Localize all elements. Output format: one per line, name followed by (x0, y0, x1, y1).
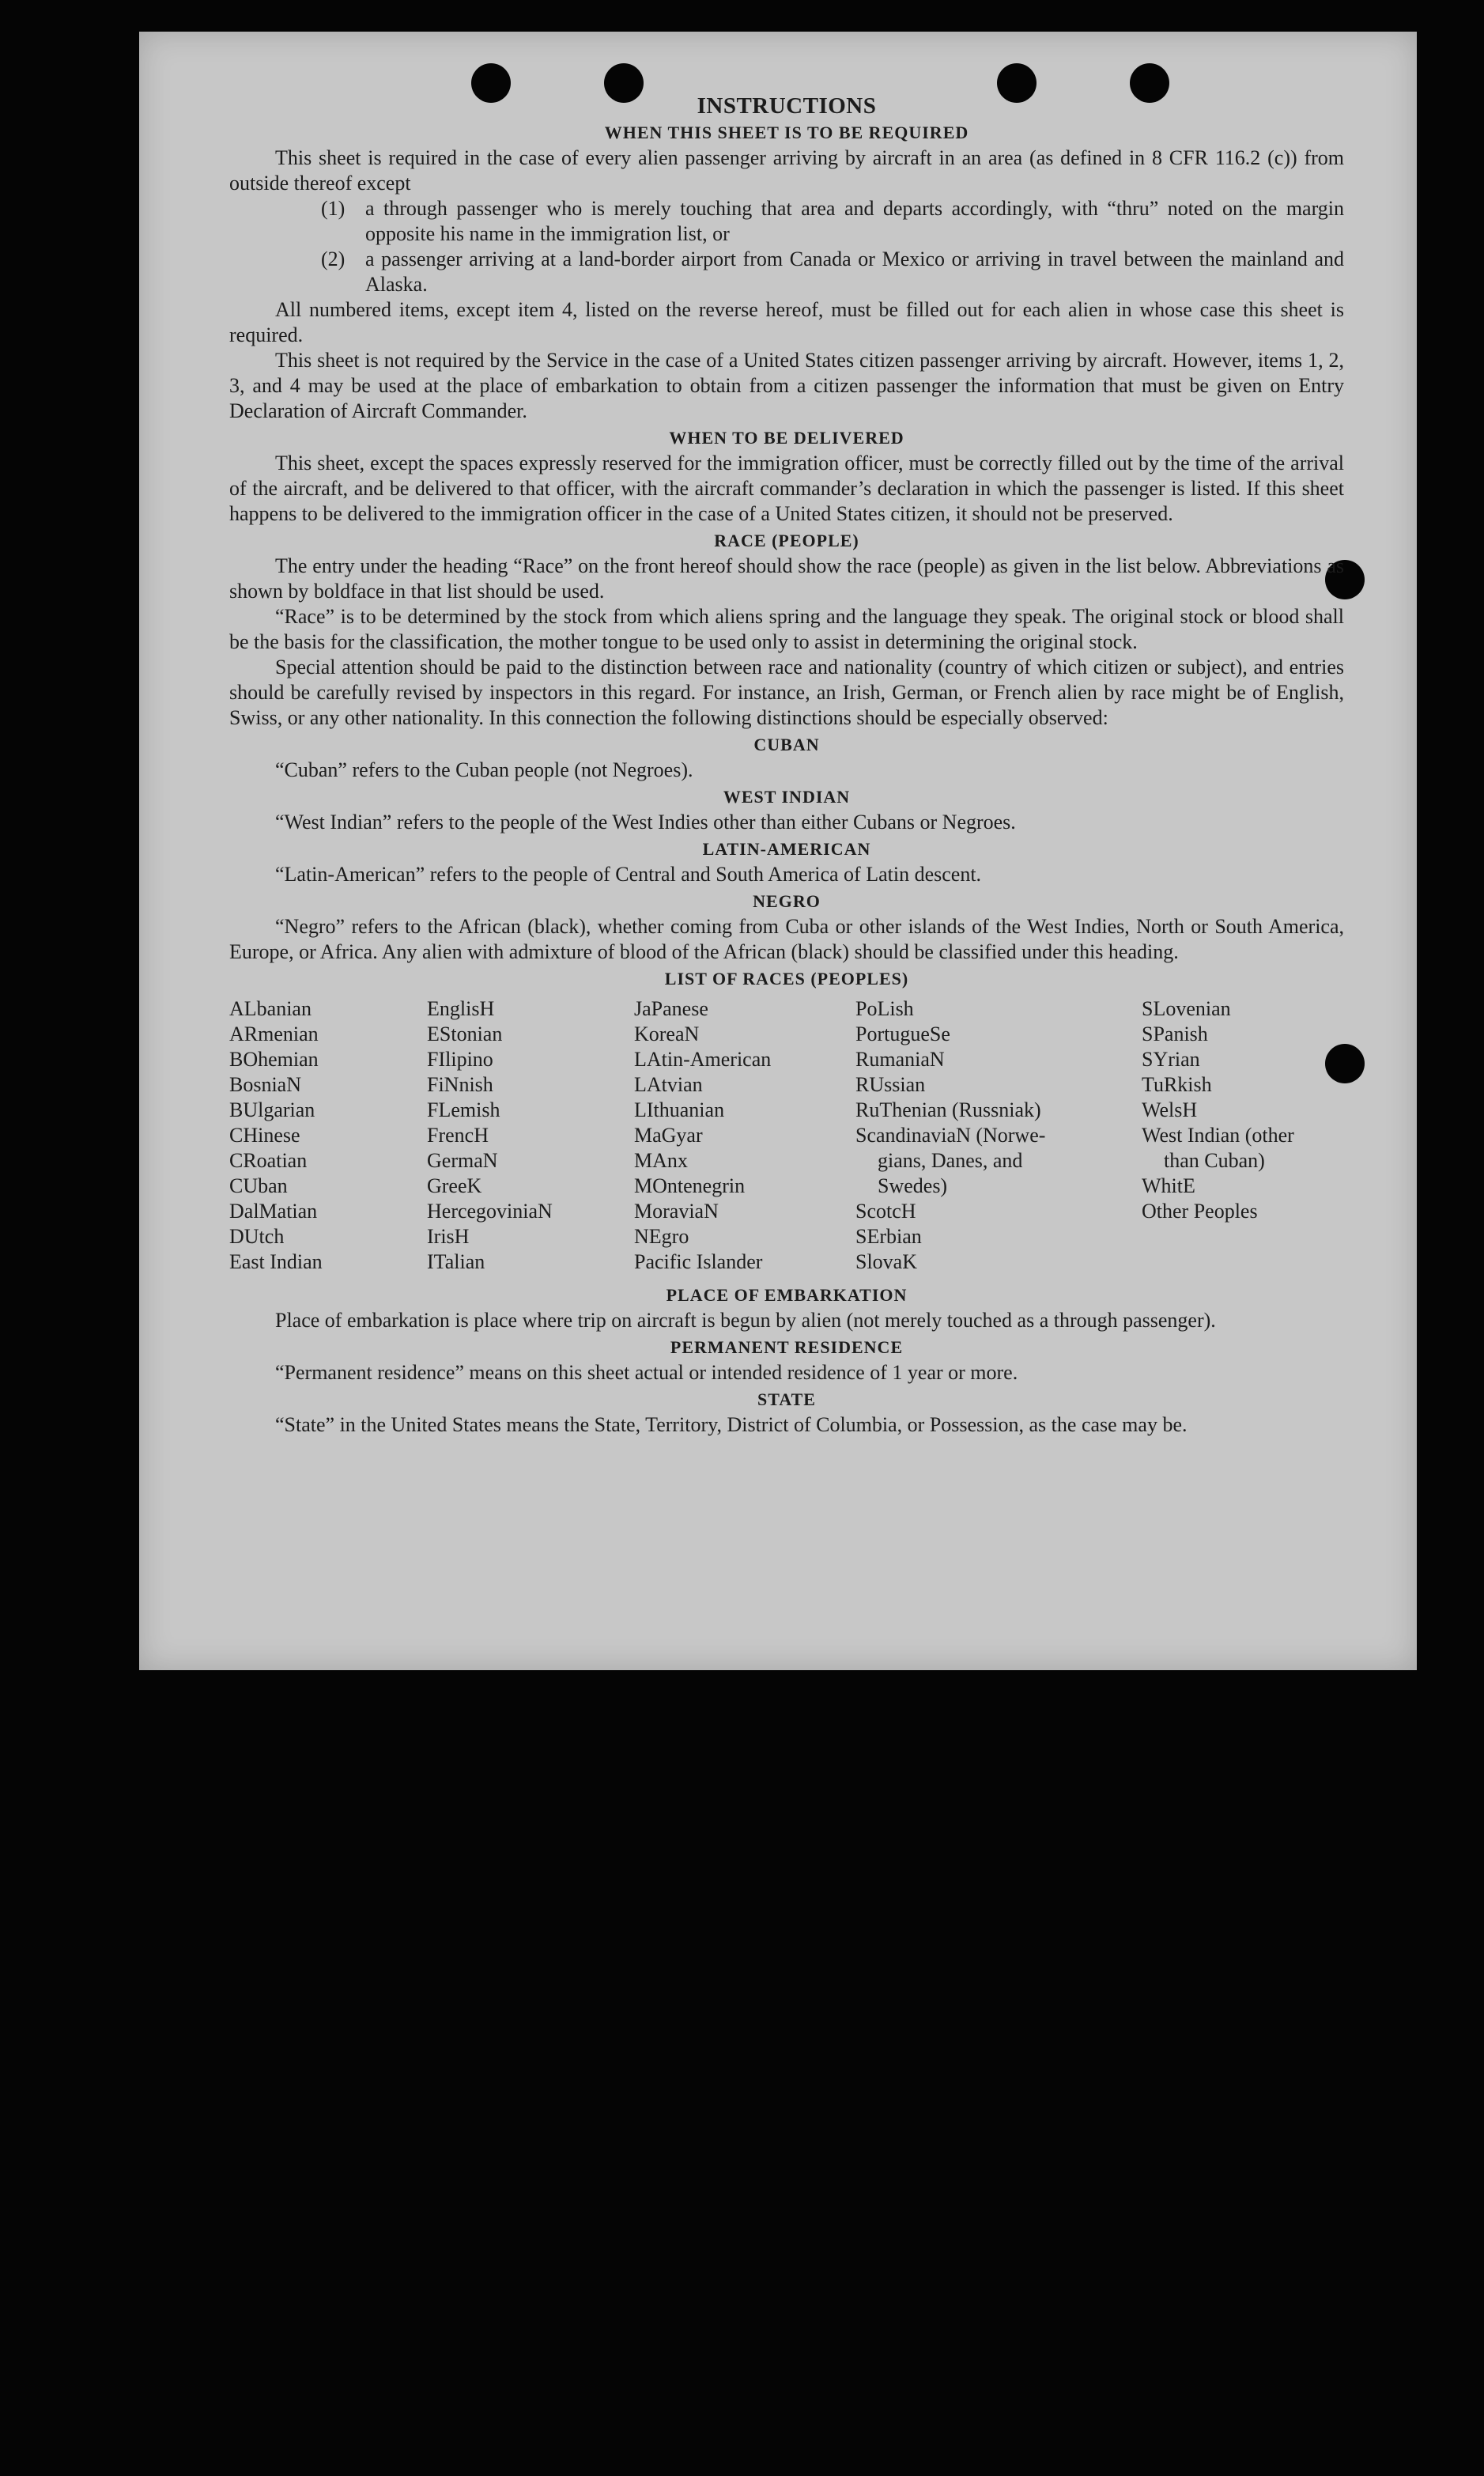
item-text: a through passenger who is merely touching that area and departs accordingly, with “thru” noted on the margin opposite his name in the immigration list, or (365, 197, 1344, 245)
race-entry: Swedes) (878, 1174, 948, 1197)
race-entry: KoreaN (634, 1023, 700, 1045)
section-heading-residence: PERMANENT RESIDENCE (670, 1337, 904, 1357)
race-entry: MOntenegrin (634, 1174, 746, 1197)
race-entry: FLemish (427, 1098, 500, 1121)
race-entry: SYrian (1142, 1048, 1200, 1071)
race-entry: ScotcH (855, 1200, 916, 1223)
race-entry: EnglisH (427, 997, 495, 1020)
race-entry: SPanish (1142, 1023, 1208, 1045)
race-entry: SErbian (855, 1225, 922, 1248)
race-entry: ScandinaviaN (Norwe- (855, 1124, 1046, 1147)
races-column (634, 996, 855, 1275)
section-heading-cuban: CUBAN (753, 735, 820, 754)
race-entry: RuThenian (Russniak) (855, 1098, 1041, 1121)
paragraph: “Negro” refers to the African (black), whether coming from Cuba or other islands of the West Indies, North or South America, Europe, or Africa. Any alien with admixture of blood of the African (black) should be classified under this heading. (229, 915, 1344, 963)
race-entry: EStonian (427, 1023, 503, 1045)
race-entry: IrisH (427, 1225, 470, 1248)
race-entry: RUssian (855, 1073, 926, 1096)
paragraph: This sheet is required in the case of every alien passenger arriving by aircraft in an area (as defined in 8 CFR 116.2 (c)) from outside thereof except (229, 146, 1344, 195)
paragraph: Place of embarkation is place where trip on aircraft is begun by alien (not merely touched as a through passenger). (275, 1309, 1216, 1332)
race-entry: gians, Danes, and (878, 1149, 1023, 1172)
section-heading-race: RACE (PEOPLE) (714, 531, 859, 550)
paragraph: “Permanent residence” means on this sheet actual or intended residence of 1 year or more. (275, 1361, 1018, 1384)
instructions-text (229, 93, 1344, 1438)
race-entry: HercegoviniaN (427, 1200, 553, 1223)
race-entry: FIlipino (427, 1048, 493, 1071)
race-entry: BUlgarian (229, 1098, 315, 1121)
paragraph: This sheet, except the spaces expressly reserved for the immigration officer, must be correctly filled out by the time of the arrival of the aircraft, and be delivered to that officer, with the aircraft commander’s declaration in which the passenger is listed. If this sheet happens to be delivered to the immigration officer in the case of a United States citizen, it should not be preserved. (229, 452, 1344, 525)
race-entry: PoLish (855, 997, 914, 1020)
section-heading-west-indian: WEST INDIAN (723, 787, 851, 807)
paragraph: The entry under the heading “Race” on the front hereof should show the race (people) as given in the list below. Abbreviations as shown by boldface in that list should be used. (229, 554, 1344, 603)
races-column (855, 996, 1142, 1275)
race-entry: BOhemian (229, 1048, 319, 1071)
race-entry: ITalian (427, 1250, 485, 1273)
race-entry: SlovaK (855, 1250, 917, 1273)
section-heading-when-required: WHEN THIS SHEET IS TO BE REQUIRED (604, 123, 969, 142)
page-title: INSTRUCTIONS (697, 93, 877, 119)
race-entry: ALbanian (229, 997, 312, 1020)
paragraph: All numbered items, except item 4, listed on the reverse hereof, must be filled out for each alien in whose case this sheet is required. (229, 298, 1344, 346)
section-heading-embarkation: PLACE OF EMBARKATION (666, 1285, 908, 1305)
race-entry: WelsH (1142, 1098, 1198, 1121)
paragraph: “Latin-American” refers to the people of Central and South America of Latin descent. (275, 863, 982, 886)
race-entry: Other Peoples (1142, 1200, 1258, 1223)
race-entry: TuRkish (1142, 1073, 1212, 1096)
item-number: (2) (321, 248, 346, 270)
paragraph: “Race” is to be determined by the stock from which aliens spring and the language they speak. The original stock or blood shall be the basis for the classification, the mother tongue to be used only to assist in determining the original stock. (229, 605, 1344, 653)
paragraph: “West Indian” refers to the people of the West Indies other than either Cubans or Negroes. (275, 811, 1016, 834)
race-entry: LAtin-American (634, 1048, 772, 1071)
race-entry: LAtvian (634, 1073, 703, 1096)
item-text: a passenger arriving at a land-border airport from Canada or Mexico or arriving in travel between the mainland and Alaska. (365, 248, 1344, 296)
section-heading-when-delivered: WHEN TO BE DELIVERED (669, 428, 904, 448)
race-entry: West Indian (other (1142, 1124, 1294, 1147)
race-entry: FrencH (427, 1124, 489, 1147)
paragraph: Special attention should be paid to the distinction between race and nationality (country of which citizen or subject), and entries should be carefully revised by inspectors in this regard. For instance, an Irish, German, or French alien by race might be of English, Swiss, or any other nationality. In this connection the following distinctions should be especially observed: (229, 656, 1344, 729)
race-entry: LIthuanian (634, 1098, 725, 1121)
race-entry: SLovenian (1142, 997, 1231, 1020)
race-entry: MoraviaN (634, 1200, 719, 1223)
race-entry: ARmenian (229, 1023, 319, 1045)
race-entry: FiNnish (427, 1073, 493, 1096)
race-entry: MAnx (634, 1149, 688, 1172)
race-entry: than Cuban) (1164, 1149, 1265, 1172)
document-sheet (139, 32, 1417, 1670)
race-entry: CRoatian (229, 1149, 308, 1172)
race-entry: Pacific Islander (634, 1250, 763, 1273)
race-entry: JaPanese (634, 997, 708, 1020)
race-entry: GermaN (427, 1149, 498, 1172)
race-entry: GreeK (427, 1174, 482, 1197)
section-heading-negro: NEGRO (753, 891, 821, 911)
race-entry: MaGyar (634, 1124, 703, 1147)
races-grid (229, 996, 1344, 1275)
section-heading-races-list: LIST OF RACES (PEOPLES) (664, 969, 909, 989)
race-entry: RumaniaN (855, 1048, 945, 1071)
races-column (229, 996, 427, 1275)
race-entry: East Indian (229, 1250, 323, 1273)
race-entry: CHinese (229, 1124, 300, 1147)
race-entry: BosniaN (229, 1073, 301, 1096)
list-item (229, 196, 1344, 247)
races-column (427, 996, 634, 1275)
paragraph: “Cuban” refers to the Cuban people (not Negroes). (275, 758, 693, 781)
race-entry: DUtch (229, 1225, 285, 1248)
paragraph: This sheet is not required by the Service in the case of a United States citizen passenger arriving by aircraft. However, items 1, 2, 3, and 4 may be used at the place of embarkation to obtain from a citizen passenger the information that must be given on Entry Declaration of Aircraft Commander. (229, 349, 1344, 422)
race-entry: WhitE (1142, 1174, 1195, 1197)
section-heading-state: STATE (757, 1389, 816, 1409)
race-entry: CUban (229, 1174, 288, 1197)
section-heading-latin-american: LATIN-AMERICAN (702, 839, 871, 859)
race-entry: DalMatian (229, 1200, 318, 1223)
races-column (1142, 996, 1344, 1275)
list-item (229, 247, 1344, 297)
item-number: (1) (321, 197, 346, 220)
paragraph: “State” in the United States means the State, Territory, District of Columbia, or Possession, as the case may be. (275, 1413, 1188, 1436)
race-entry: NEgro (634, 1225, 689, 1248)
race-entry: PortugueSe (855, 1023, 950, 1045)
